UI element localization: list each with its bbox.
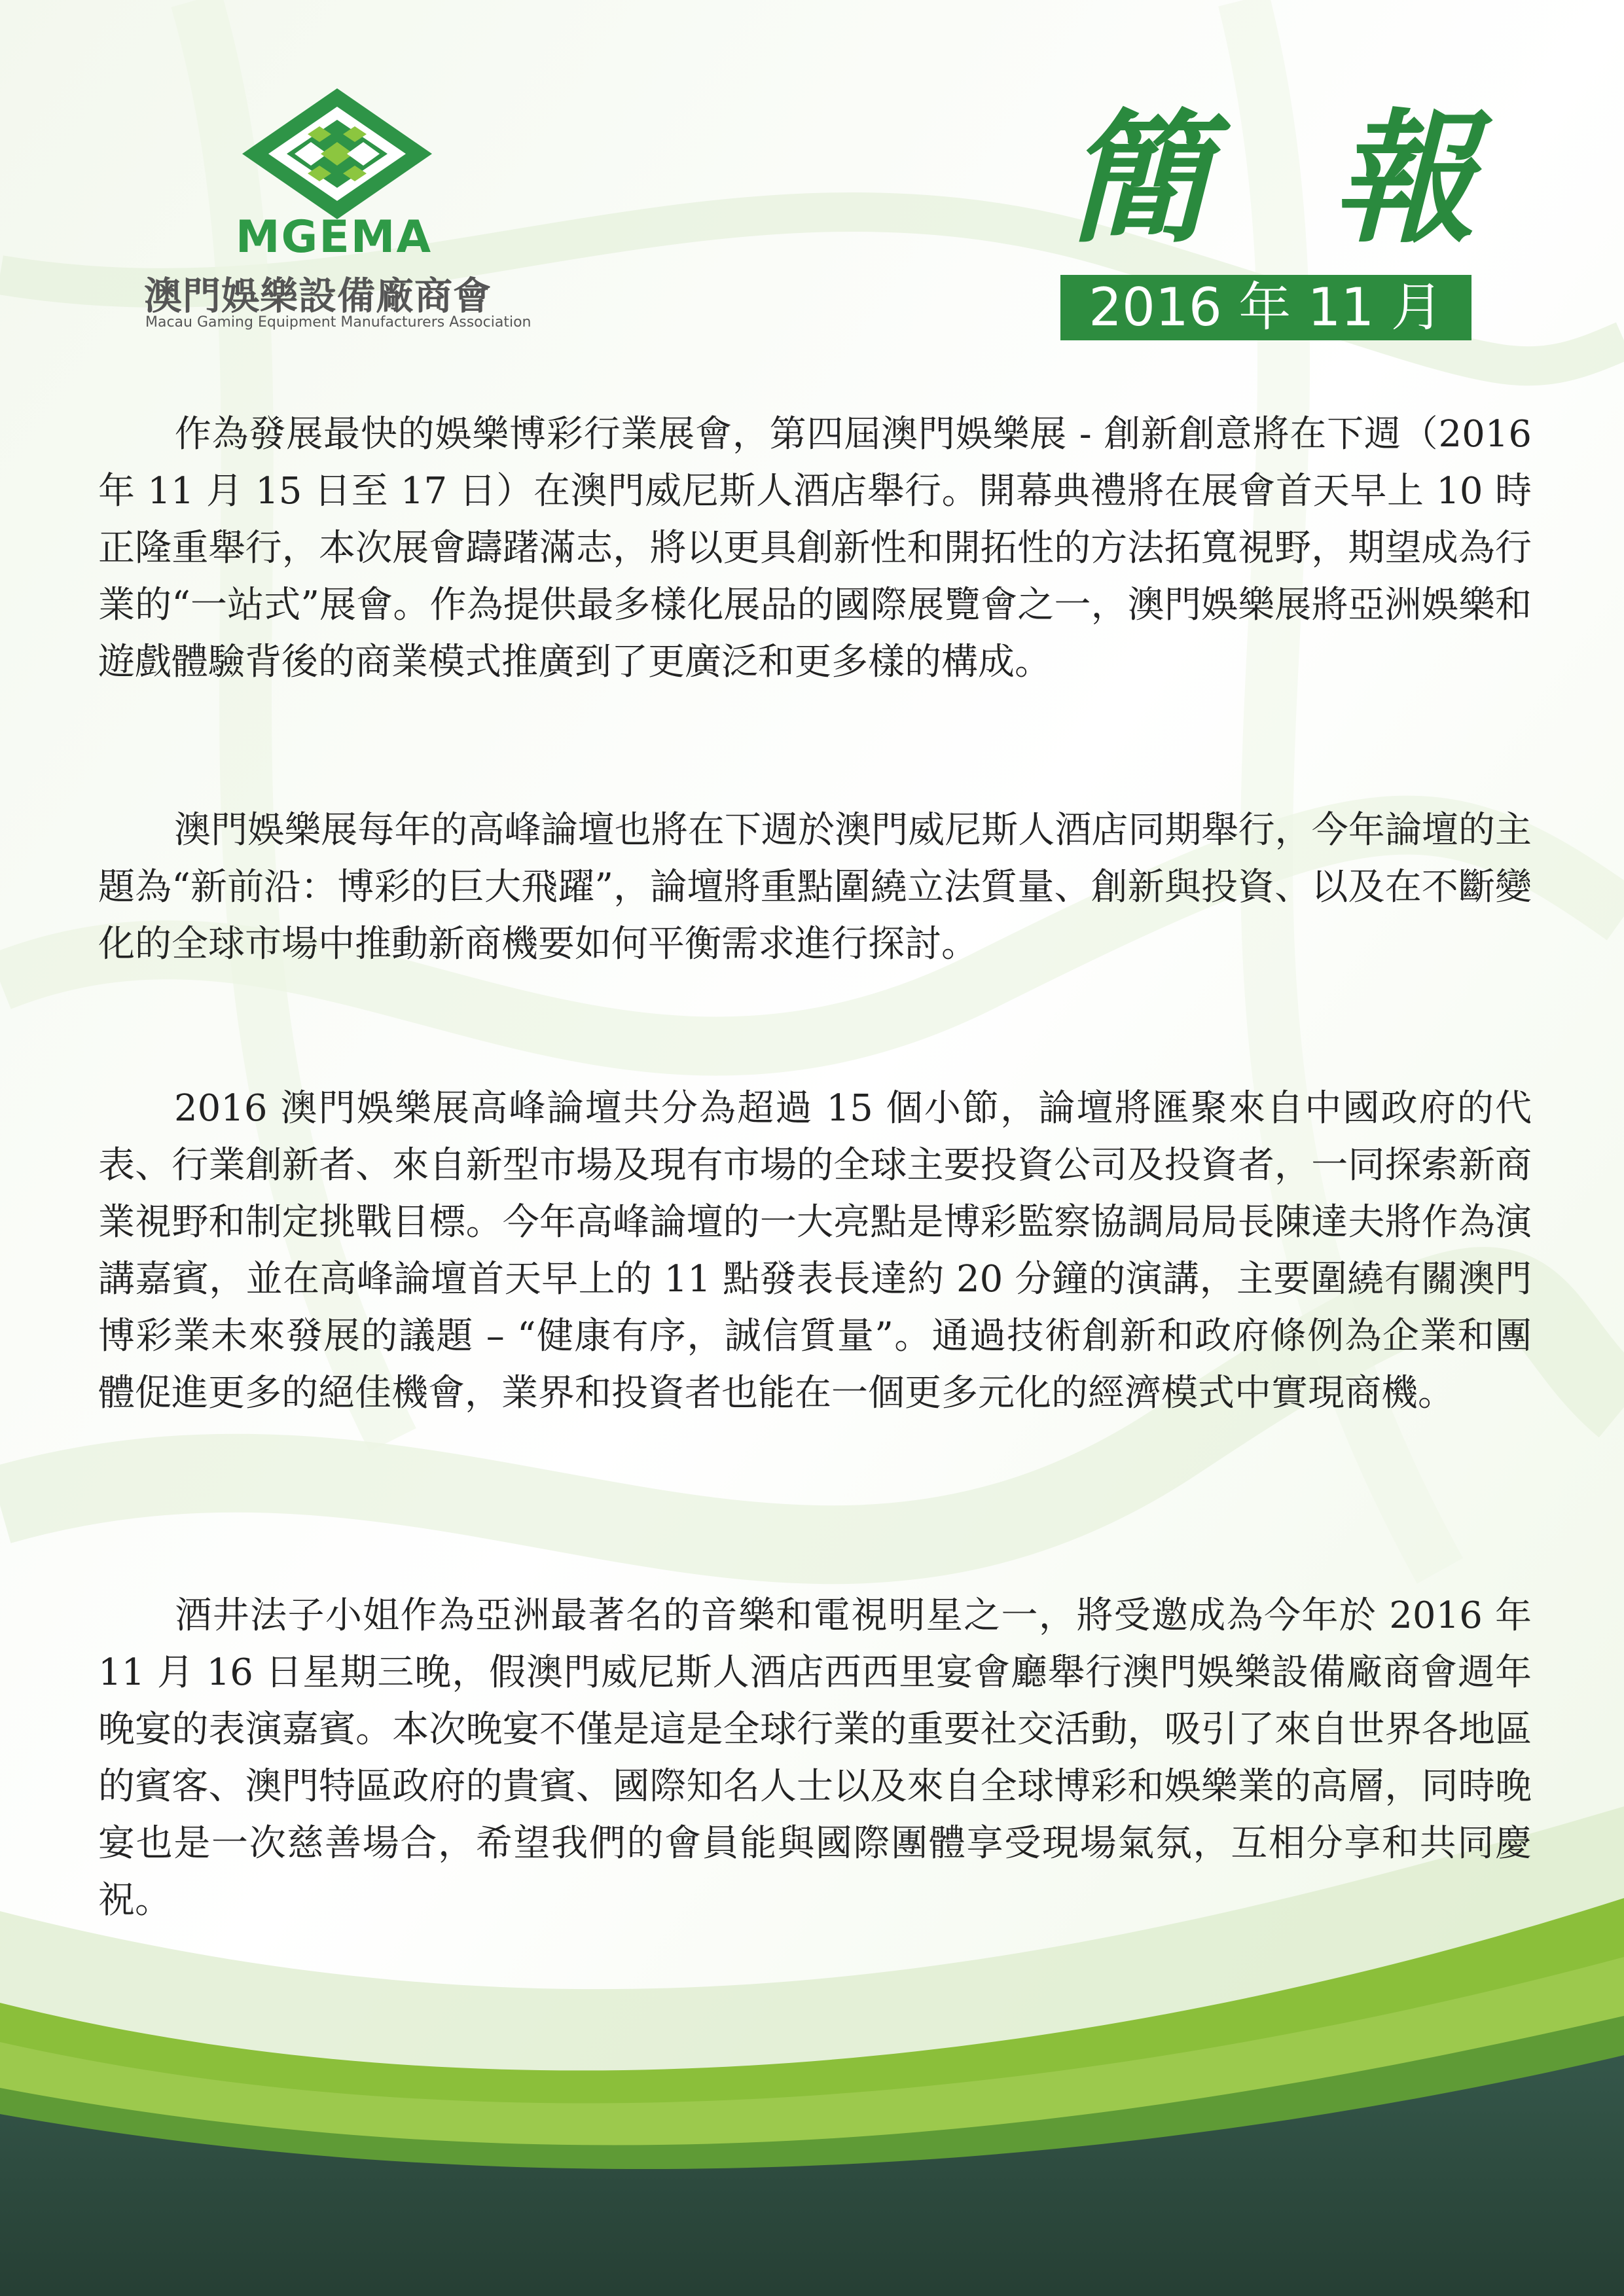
logo-abbreviation: MGEMA (235, 211, 433, 263)
paragraph-1 (98, 406, 1532, 691)
paragraph-3-text: 2016 澳門娛樂展高峰論壇共分為超過 15 個小節，論壇將匯聚來自中國政府的代表、行業創新者、來自新型市場及現有市場的全球主要投資公司及投資者，一同探索新商業視野和制定挑戰目標。今年高峰論壇的一大亮點是博彩監察協調局局長陳達夫將作為演講嘉賓，並在高峰論壇首天早上的 11 點發表長達約 20 分鐘的演講，主要圍繞有關澳門博彩業未來發展的議題 – “健康有序，誠信質量”。通過技術創新和政府條例為企業和團體促進更多的絕佳機會，業界和投資者也能在一個更多元化的經濟模式中實現商機。 (98, 1087, 1532, 1414)
title-char-2: 報 (1333, 97, 1495, 262)
issue-date-banner: 2016 年 11 月 (1060, 275, 1471, 340)
paragraph-4-text: 酒井法子小姐作為亞洲最著名的音樂和電視明星之一，將受邀成為今年於 2016 年 11 月 16 日星期三晚，假澳門威尼斯人酒店西西里宴會廳舉行澳門娛樂設備廠商會週年晚宴的表演嘉賓。本次晚宴不僅是這是全球行業的重要社交活動，吸引了來自世界各地區的賓客、澳門特區政府的貴賓、國際知名人士以及來自全球博彩和娛樂業的高層，同時晚宴也是一次慈善場合，希望我們的會員能與國際團體享受現場氣氛，互相分享和共同慶祝。 (98, 1594, 1532, 1922)
paragraph-2-text: 澳門娛樂展每年的高峰論壇也將在下週於澳門威尼斯人酒店同期舉行，今年論壇的主題為“新前沿：博彩的巨大飛躍”，論壇將重點圍繞立法質量、創新與投資、以及在不斷變化的全球市場中推動新商機要如何平衡需求進行探討。 (98, 809, 1532, 965)
logo-chinese-name: 澳門娛樂設備廠商會 (144, 274, 492, 318)
diamond-logo-icon (242, 88, 432, 219)
title-char-1: 簡 (1066, 97, 1228, 262)
paragraph-1-text: 作為發展最快的娛樂博彩行業展會，第四屆澳門娛樂展 - 創新創意將在下週（2016 年 11 月 15 日至 17 日）在澳門威尼斯人酒店舉行。開幕典禮將在展會首天早上 10 時正隆重舉行，本次展會躊躇滿志，將以更具創新性和開拓性的方法拓寬視野，期望成為行業的“一站式”展會。作為提供最多樣化展品的國際展覽會之一，澳門娛樂展將亞洲娛樂和遊戲體驗背後的商業模式推廣到了更廣泛和更多樣的構成。 (98, 413, 1532, 683)
paragraph-3 (98, 1080, 1532, 1422)
paragraph-2 (98, 802, 1532, 973)
association-logo (137, 88, 543, 337)
page-title (1066, 97, 1495, 268)
logo-english-name: Macau Gaming Equipment Manufacturers Association (145, 314, 532, 331)
paragraph-4 (98, 1587, 1532, 1929)
